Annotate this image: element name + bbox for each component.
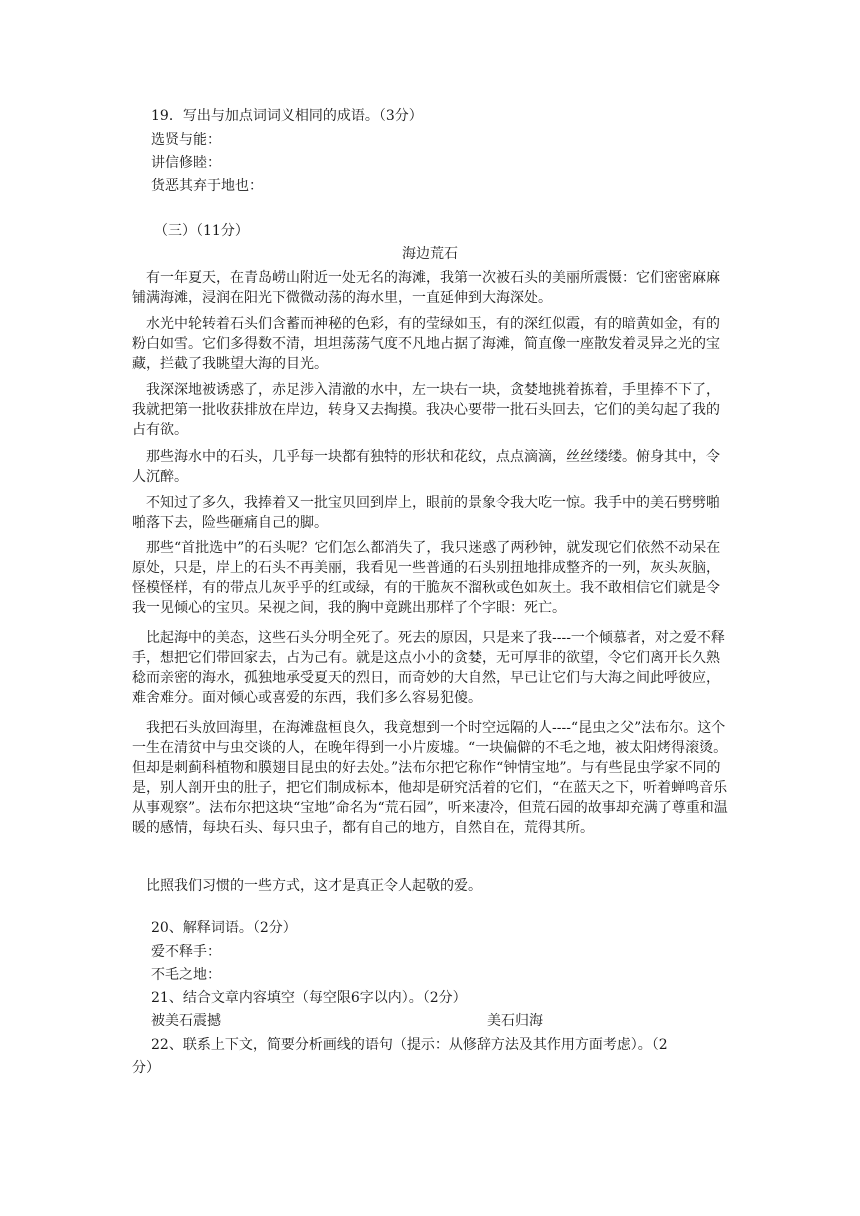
q21-title: 21、结合文章内容填空（每空限6字以内）。（2分）: [151, 990, 467, 1006]
passage-paragraph: 我把石头放回海里，在海滩盘桓良久，我竟想到一个时空远隔的人----“昆虫之父”法布尔。这个一生在清贫中与虫交谈的人，在晚年得到一小片废墟。“一块偏僻的不毛之地，被太阳烤得滚烫。但却是刺蓟科植物和膜翅目昆虫的好去处。”法布尔把它称作“钟情宝地”。与有些昆虫学家不同的是，别人剖开虫的肚子，把它们制成标本，他却是研究活着的它们，“在蓝天之下，听着蝉鸣音乐从事观察”。法布尔把这块“宝地”命名为“荒石园”，听来凄冷，但荒石园的故事却充满了尊重和温暖的感情，每块石头、每只虫子，都有自己的地方，自然自在，荒得其所。: [132, 720, 728, 836]
passage-paragraph: 那些海水中的石头，几乎每一块都有独特的形状和花纹，点点滴滴，丝丝缕缕。俯身其中，令人沉醉。: [132, 449, 720, 485]
passage-title: 海边荒石: [402, 246, 458, 262]
q19-title: 19．写出与加点词词义相同的成语。（3分）: [151, 108, 423, 124]
q20-item-1: 爱不释手：: [151, 944, 221, 960]
q21-right-label: 美石归海: [487, 1013, 543, 1029]
passage-paragraph: 我深深地被诱惑了，赤足涉入清澈的水中，左一块右一块，贪婪地挑着拣着，手里捧不下了，我就把第一批收获排放在岸边，转身又去掏摸。我决心要带一批石头回去，它们的美勾起了我的占有欲。: [132, 382, 720, 438]
passage-paragraph: 不知过了多久，我捧着又一批宝贝回到岸上，眼前的景象令我大吃一惊。我手中的美石劈劈啪啪落下去，险些砸痛自己的脚。: [132, 495, 720, 531]
passage-paragraph: 水光中轮转着石头们含蓄而神秘的色彩，有的莹绿如玉，有的深红似霞，有的暗黄如金，有的粉白如雪。它们多得数不清，坦坦荡荡气度不凡地占据了海滩，简直像一座散发着灵异之光的宝藏，拦截了我眺望大海的目光。: [132, 316, 720, 372]
q19-item-2: 讲信修睦：: [151, 155, 221, 171]
q22-title: 22、联系上下文，简要分析画线的语句（提示：从修辞方法及其作用方面考虑）。（2: [151, 1037, 668, 1053]
q20-item-2: 不毛之地：: [151, 967, 221, 983]
passage-paragraph: 比起海中的美态，这些石头分明全死了。死去的原因，只是来了我----一个倾慕者，对之爱不释手，想把它们带回家去，占为己有。就是这点小小的贪婪，无可厚非的欲望，令它们离开长久熟稔而亲密的海水，孤独地承受夏天的烈日，而奇妙的大自然，早已让它们与大海之间此呼彼应，难舍难分。面对倾心或喜爱的东西，我们多么容易犯傻。: [132, 630, 725, 706]
q22-title-cont: 分）: [132, 1060, 160, 1076]
q19-item-1: 选贤与能：: [151, 132, 221, 148]
section-header: （三）（11分）: [154, 223, 249, 239]
passage-paragraph: 有一年夏天，在青岛崂山附近一处无名的海滩，我第一次被石头的美丽所震慑：它们密密麻麻铺满海滩，浸润在阳光下微微动荡的海水里，一直延伸到大海深处。: [132, 270, 720, 306]
passage-paragraph: 那些“首批选中”的石头呢？它们怎么都消失了，我只迷惑了两秒钟，就发现它们依然不动呆在原处，只是，岸上的石头不再美丽，我看见一些普通的石头别扭地排成整齐的一列，灰头灰脑，怪模怪样，有的带点儿灰乎乎的红或绿，有的干脆灰不溜秋或色如灰土。我不敢相信它们就是令我一见倾心的宝贝。呆视之间，我的胸中竟跳出那样了个字眼：死亡。: [132, 540, 721, 616]
passage-paragraph: 比照我们习惯的一些方式，这才是真正令人起敬的爱。: [132, 878, 482, 894]
q21-left-label: 被美石震撼: [151, 1013, 221, 1029]
q20-title: 20、解释词语。（2分）: [151, 920, 297, 936]
q19-item-3: 货恶其弃于地也：: [151, 178, 263, 194]
